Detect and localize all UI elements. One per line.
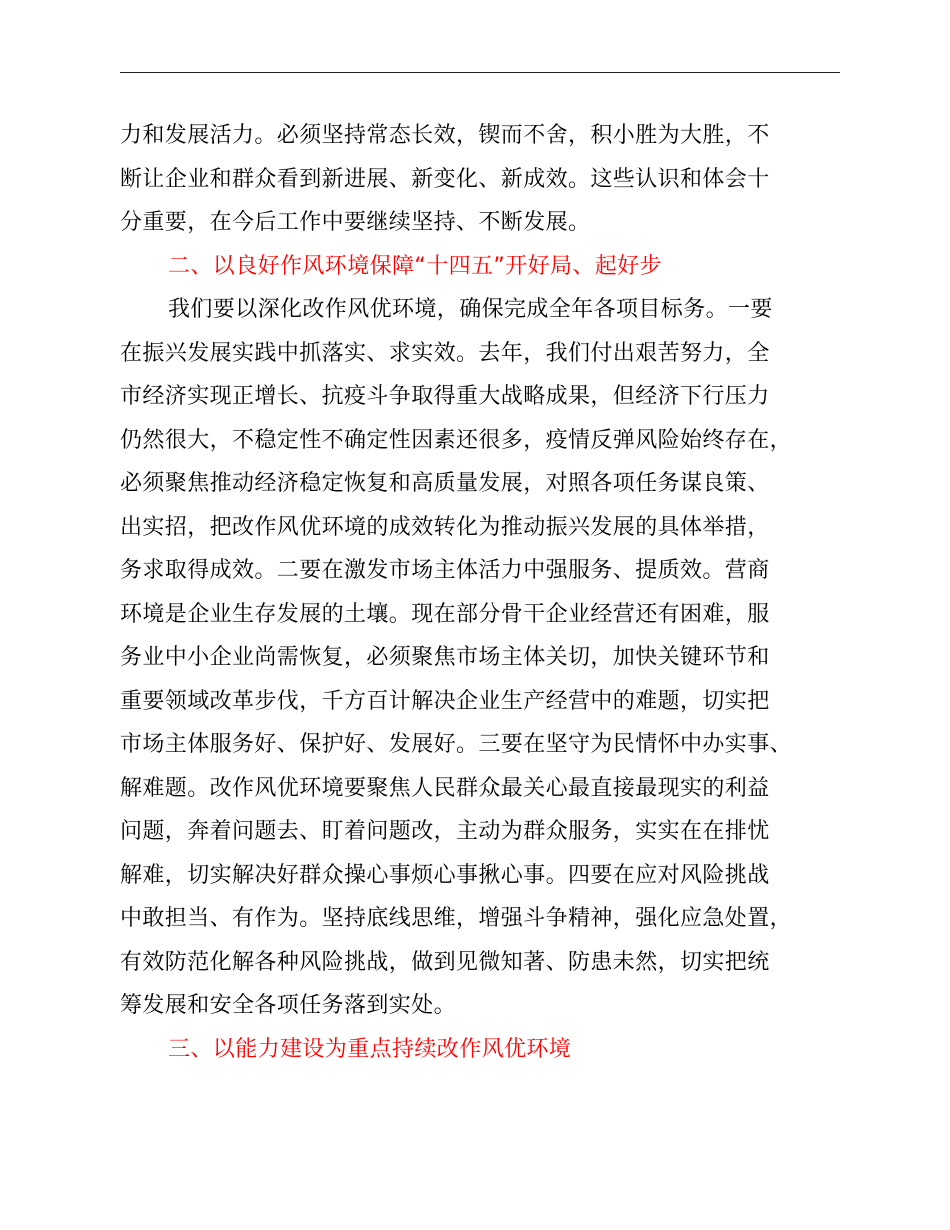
text-line: 我们要以深化改作风优环境，确保完成全年各项目标务。一要	[168, 297, 773, 322]
text-line: 出实招，把改作风优环境的成效转化为推动振兴发展的具体举措，	[120, 514, 770, 540]
text-line: 必须聚焦推动经济稳定恢复和高质量发展，对照各项任务谋良策、	[120, 471, 770, 496]
section-heading-2: 二、以良好作风环境保障“十四五”开好局、起好步	[168, 253, 662, 279]
text-line: 市经济实现正增长、抗疫斗争取得重大战略成果，但经济下行压力	[120, 384, 770, 409]
text-line: 力和发展活力。必须坚持常态长效，锲而不舍，积小胜为大胜，不	[120, 123, 770, 148]
text-line: 中敢担当、有作为。坚持底线思维，增强斗争精神，强化应急处置，	[120, 906, 793, 931]
text-line: 断让企业和群众看到新进展、新变化、新成效。这些认识和体会十	[120, 166, 770, 192]
text-line: 市场主体服务好、保护好、发展好。三要在坚守为民情怀中办实事、	[120, 732, 793, 757]
text-line: 务求取得成效。二要在激发市场主体活力中强服务、提质效。营商	[120, 558, 770, 583]
text-line: 在振兴发展实践中抓落实、求实效。去年，我们付出艰苦努力，全	[120, 340, 770, 366]
text-line: 分重要，在今后工作中要继续坚持、不断发展。	[120, 210, 591, 235]
text-line: 筹发展和安全各项任务落到实处。	[120, 993, 457, 1018]
text-line: 仍然很大，不稳定性不确定性因素还很多，疫情反弹风险始终存在，	[120, 427, 793, 453]
text-line: 问题，奔着问题去、盯着问题改，主动为群众服务，实实在在排忧	[120, 819, 770, 844]
header-rule	[120, 72, 840, 73]
text-line: 解难，切实解决好群众操心事烦心事揪心事。四要在应对风险挑战	[120, 862, 770, 888]
section-heading-3: 三、以能力建设为重点持续改作风优环境	[168, 1036, 572, 1062]
text-line: 有效防范化解各种风险挑战，做到见微知著、防患未然，切实把统	[120, 949, 770, 975]
document-body	[120, 114, 850, 1071]
text-line: 重要领域改革步伐，千方百计解决企业生产经营中的难题，切实把	[120, 688, 770, 714]
text-line: 解难题。改作风优环境要聚焦人民群众最关心最直接最现实的利益	[120, 775, 770, 801]
text-line: 环境是企业生存发展的土壤。现在部分骨干企业经营还有困难，服	[120, 601, 770, 627]
text-line: 务业中小企业尚需恢复，必须聚焦市场主体关切，加快关键环节和	[120, 645, 770, 670]
